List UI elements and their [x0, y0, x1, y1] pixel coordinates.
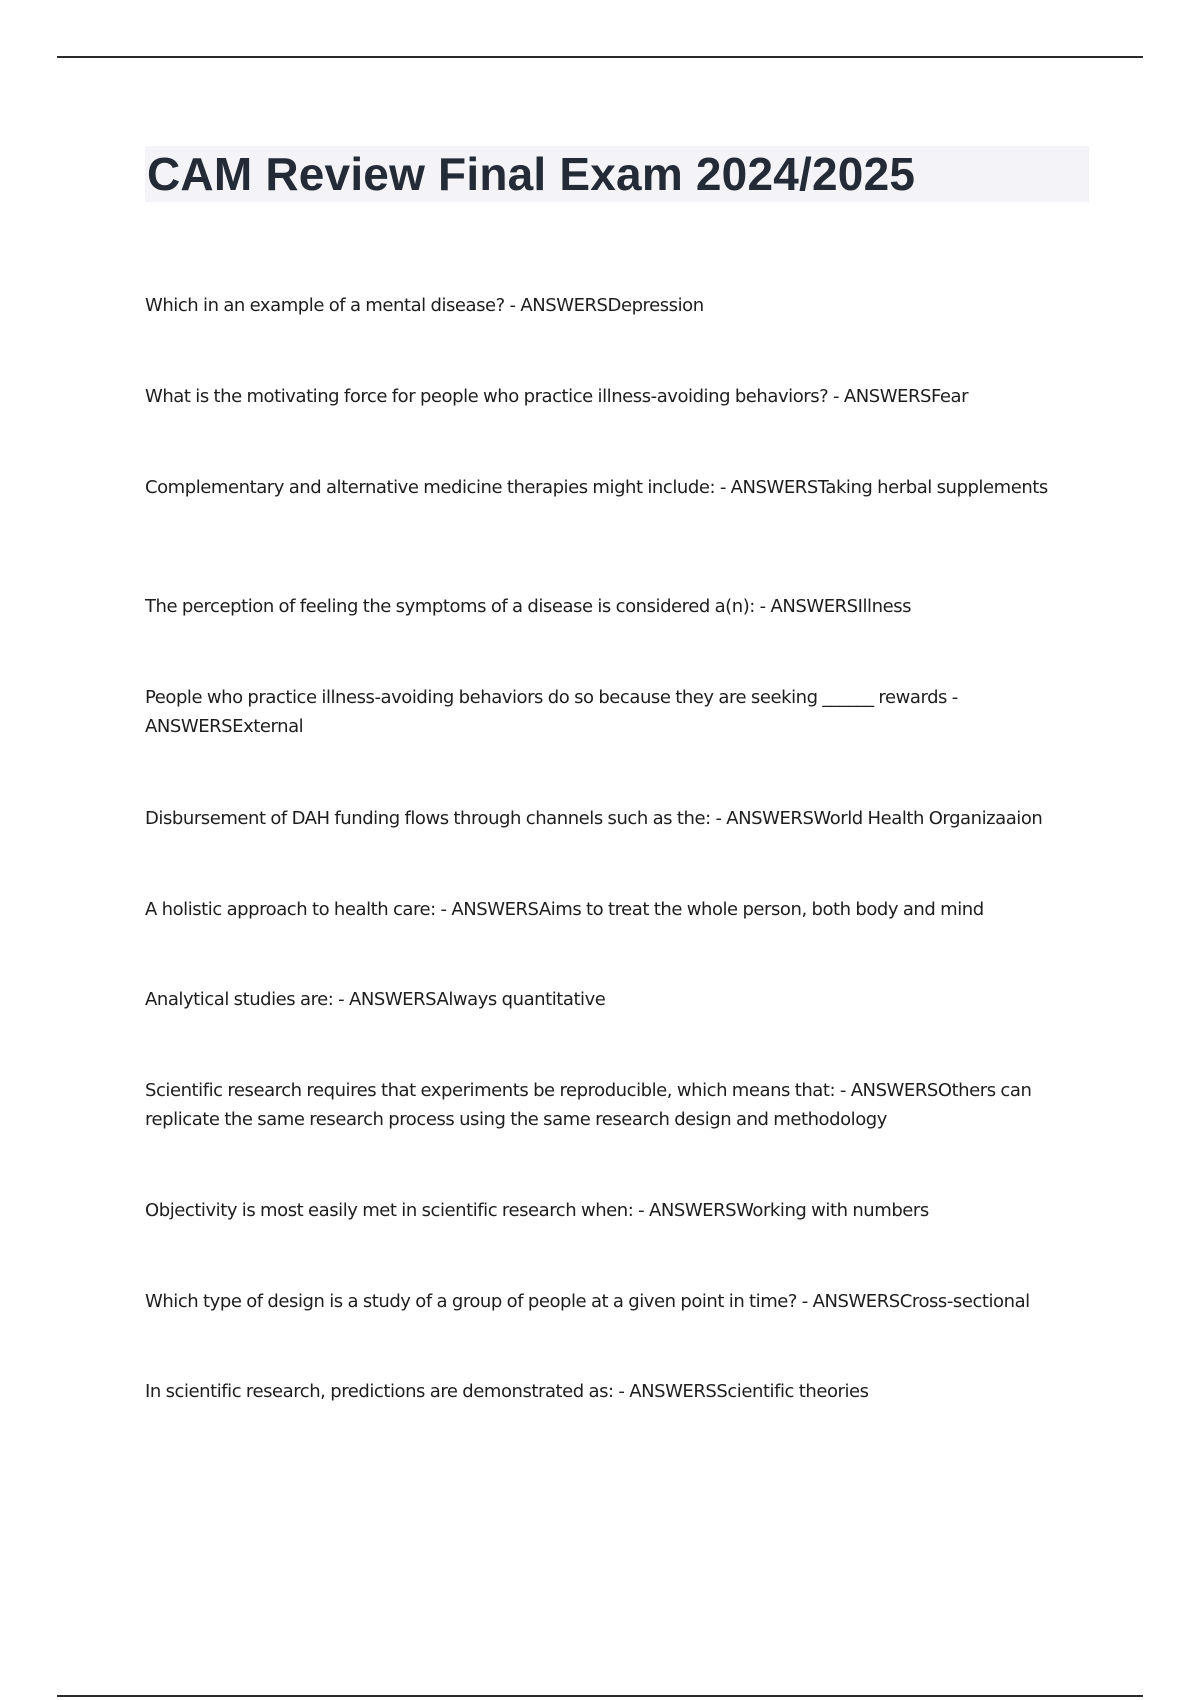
- qa-item: In scientific research, predictions are demonstrated as: - ANSWERSScientific theories: [145, 1381, 869, 1402]
- qa-item: Which type of design is a study of a group of people at a given point in time? - ANSWERSCross-sectional: [145, 1291, 1030, 1312]
- qa-item: Scientific research requires that experiments be reproducible, which means that: - ANSWERSOthers can replicate the same research process using the same research design and methodology: [145, 1080, 1032, 1130]
- qa-item: A holistic approach to health care: - ANSWERSAims to treat the whole person, both body and mind: [145, 899, 984, 920]
- qa-item: Disbursement of DAH funding flows through channels such as the: - ANSWERSWorld Health Organizaaion: [145, 808, 1043, 829]
- footer-rule: [57, 1695, 1143, 1697]
- qa-item: Analytical studies are: - ANSWERSAlways quantitative: [145, 989, 606, 1010]
- qa-item: Objectivity is most easily met in scientific research when: - ANSWERSWorking with numbers: [145, 1200, 929, 1221]
- qa-item: Which in an example of a mental disease? - ANSWERSDepression: [145, 295, 704, 316]
- qa-item: What is the motivating force for people who practice illness-avoiding behaviors? - ANSWERSFear: [145, 386, 969, 407]
- qa-item: Complementary and alternative medicine therapies might include: - ANSWERSTaking herbal supplements: [145, 477, 1048, 498]
- page-title: CAM Review Final Exam 2024/2025: [147, 148, 916, 200]
- header-rule: [57, 56, 1143, 58]
- qa-item: People who practice illness-avoiding behaviors do so because they are seeking ______ rewards - ANSWERSExternal: [145, 687, 958, 737]
- qa-item: The perception of feeling the symptoms of a disease is considered a(n): - ANSWERSIllness: [145, 596, 912, 617]
